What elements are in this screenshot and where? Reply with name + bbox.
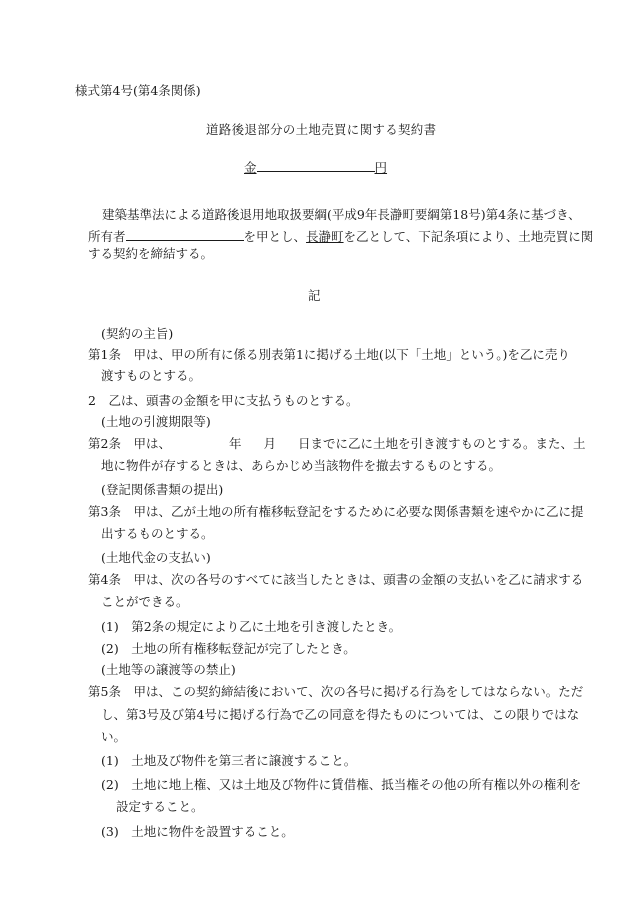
article-3-line-2: 出するものとする。 [101,526,214,541]
amount-blank [257,170,375,172]
article-5-line-2: し、第3号及び第4号に掲げる行為で乙の同意を得たものについては、この限りではな [101,707,580,722]
amount-kin-label: 金 [244,160,257,175]
owner-name-blank [126,228,244,241]
article-1-heading: (契約の主旨) [101,326,174,341]
article-1-line-2: 渡すものとする。 [101,368,202,383]
amount-line [244,162,387,175]
article-5-item-1: (1) 土地及び物件を第三者に譲渡すること。 [101,753,357,768]
article-1-paragraph-2: 2 乙は、頭書の金額を甲に支払うものとする。 [88,393,359,408]
article-5-item-2-line-1: (2) 土地に地上権、又は土地及び物件に賃借権、抵当権その他の所有権以外の権利を [101,777,582,792]
article-2-heading: (土地の引渡期限等) [101,414,211,429]
preamble-line-3: する契約を締結する。 [88,246,214,261]
article-4-item-1: (1) 第2条の規定により乙に土地を引き渡したとき。 [101,619,402,634]
article-5-heading: (土地等の譲渡等の禁止) [101,662,236,677]
article-4-line-2: ことができる。 [101,594,189,609]
month-label: 月 [263,436,276,451]
article-3-heading: (登記関係書類の提出) [101,482,224,497]
article-2-line-2: 地に物件が存するときは、あらかじめ当該物件を撤去するものとする。 [101,458,502,473]
article-5-item-2-line-2: 設定すること。 [116,799,204,814]
article-3-line-1: 第3条 甲は、乙が土地の所有権移転登記をするために必要な関係書類を速やかに乙に提 [88,504,584,519]
preamble-text-a: を甲とし、 [243,229,307,244]
article-5-line-1: 第5条 甲は、この契約締結後において、次の各号に掲げる行為をしてはならない。ただ [88,684,584,699]
article-4-heading: (土地代金の支払い) [101,550,211,565]
preamble-owner-label: 所有者 [88,229,126,244]
article-4-item-2: (2) 土地の所有権移転登記が完了したとき。 [101,641,356,656]
article-5-line-3: い。 [101,729,127,744]
form-number: 様式第4号(第4条関係) [75,83,201,98]
year-label: 年 [228,436,242,451]
town-name: 長瀞町 [306,229,344,244]
article-4-line-1: 第4条 甲は、次の各号のすべてに該当したときは、頭書の金額の支払いを乙に請求する [88,572,584,587]
article-2-text-b: 日までに乙に土地を引き渡すものとする。また、土 [298,436,586,451]
document-title: 道路後退部分の土地売買に関する契約書 [206,122,437,137]
preamble-text-b: を乙として、下記条項により、土地売買に関 [343,229,594,244]
preamble-line-1: 建築基準法による道路後退用地取扱要綱(平成9年長瀞町要綱第18号)第4条に基づき、 [102,207,581,222]
preamble-line-2 [88,228,593,244]
article-2-line-1 [88,438,586,451]
ki-heading: 記 [308,288,321,303]
article-1-line-1: 第1条 甲は、甲の所有に係る別表第1に掲げる土地(以下「土地」という。)を乙に売り [88,347,570,362]
amount-yen-label: 円 [374,160,388,175]
article-2-text-a: 第2条 甲は、 [88,436,171,451]
article-5-item-3: (3) 土地に物件を設置すること。 [101,824,294,839]
